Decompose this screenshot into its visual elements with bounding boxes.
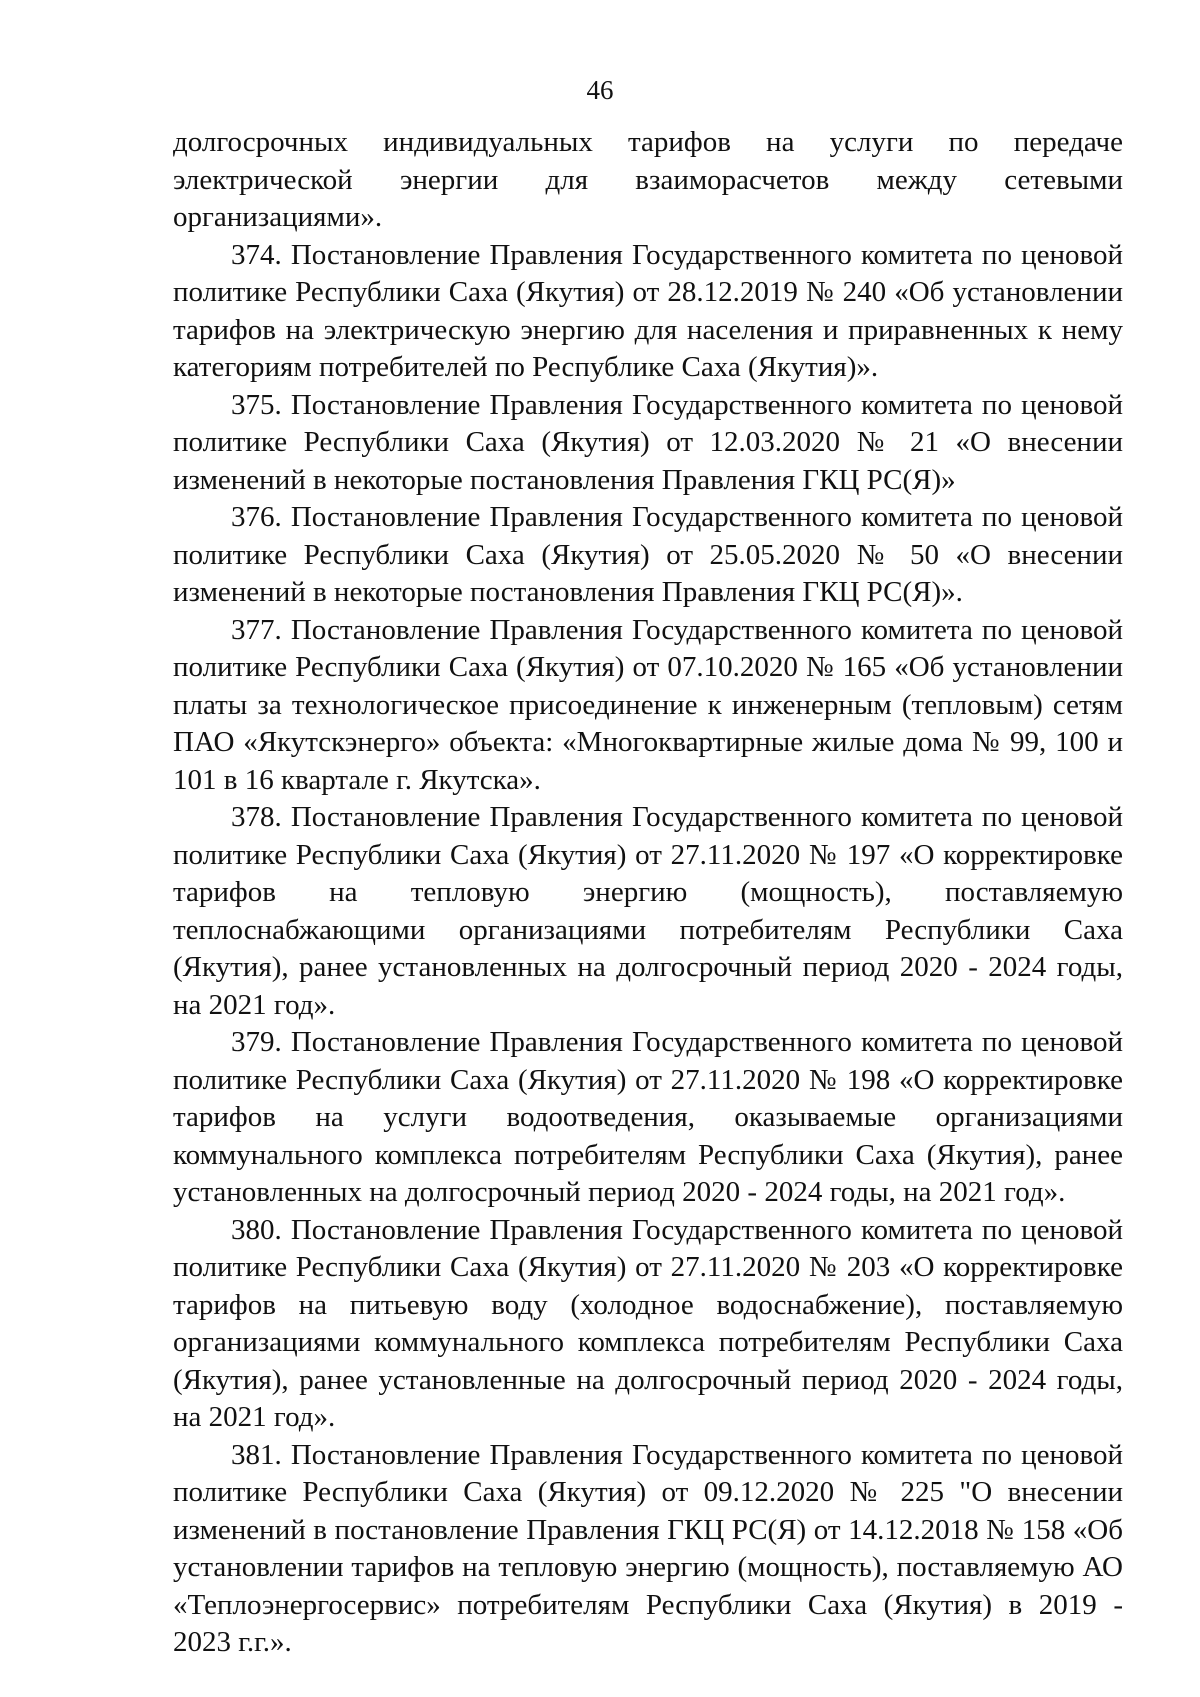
- paragraph-379: 379. Постановление Правления Государственного комитета по ценовой политике Республики Саха (Якутия) от 27.11.2020 № 198 «О корректировке тарифов на услуги водоотведения, оказываемые организациями коммунального комплекса потребителям Республики Саха (Якутия), ранее установленных на долгосрочный период 2020 - 2024 годы, на 2021 год».: [173, 1026, 1123, 1208]
- paragraph-378: 378. Постановление Правления Государственного комитета по ценовой политике Республики Саха (Якутия) от 27.11.2020 № 197 «О корректировке тарифов на тепловую энергию (мощность), поставляемую теплоснабжающими организациями потребителям Республики Саха (Якутия), ранее установленных на долгосрочный период 2020 - 2024 годы, на 2021 год».: [173, 801, 1123, 1021]
- paragraph-continuation: долгосрочных индивидуальных тарифов на услуги по передаче электрической энергии для взаиморасчетов между сетевыми организациями».: [173, 126, 1123, 233]
- paragraph-374: 374. Постановление Правления Государственного комитета по ценовой политике Республики Саха (Якутия) от 28.12.2019 № 240 «Об установлении тарифов на электрическую энергию для населения и приравненных к нему категориям потребителей по Республике Саха (Якутия)».: [173, 238, 1123, 383]
- paragraph-381: 381. Постановление Правления Государственного комитета по ценовой политике Республики Саха (Якутия) от 09.12.2020 № 225 "О внесении изменений в постановление Правления ГКЦ РС(Я) от 14.12.2018 № 158 «Об установлении тарифов на тепловую энергию (мощность), поставляемую АО «Теплоэнергосервис» потребителям Республики Саха (Якутия) в 2019 - 2023 г.г.».: [173, 1438, 1123, 1658]
- page-number: 46: [586, 75, 614, 105]
- paragraph-375: 375. Постановление Правления Государственного комитета по ценовой политике Республики Саха (Якутия) от 12.03.2020 № 21 «О внесении изменений в некоторые постановления Правления ГКЦ РС(Я)»: [173, 388, 1123, 496]
- paragraph-377: 377. Постановление Правления Государственного комитета по ценовой политике Республики Саха (Якутия) от 07.10.2020 № 165 «Об установлении платы за технологическое присоединение к инженерным (тепловым) сетям ПАО «Якутскэнерго» объекта: «Многоквартирные жилые дома № 99, 100 и 101 в 16 квартале г. Якутска».: [173, 613, 1123, 796]
- paragraph-380: 380. Постановление Правления Государственного комитета по ценовой политике Республики Саха (Якутия) от 27.11.2020 № 203 «О корректировке тарифов на питьевую воду (холодное водоснабжение), поставляемую организациями коммунального комплекса потребителям Республики Саха (Якутия), ранее установленные на долгосрочный период 2020 - 2024 годы, на 2021 год».: [173, 1213, 1123, 1433]
- document-body: [173, 124, 1123, 1662]
- paragraph-376: 376. Постановление Правления Государственного комитета по ценовой политике Республики Саха (Якутия) от 25.05.2020 № 50 «О внесении изменений в некоторые постановления Правления ГКЦ РС(Я)».: [173, 501, 1123, 608]
